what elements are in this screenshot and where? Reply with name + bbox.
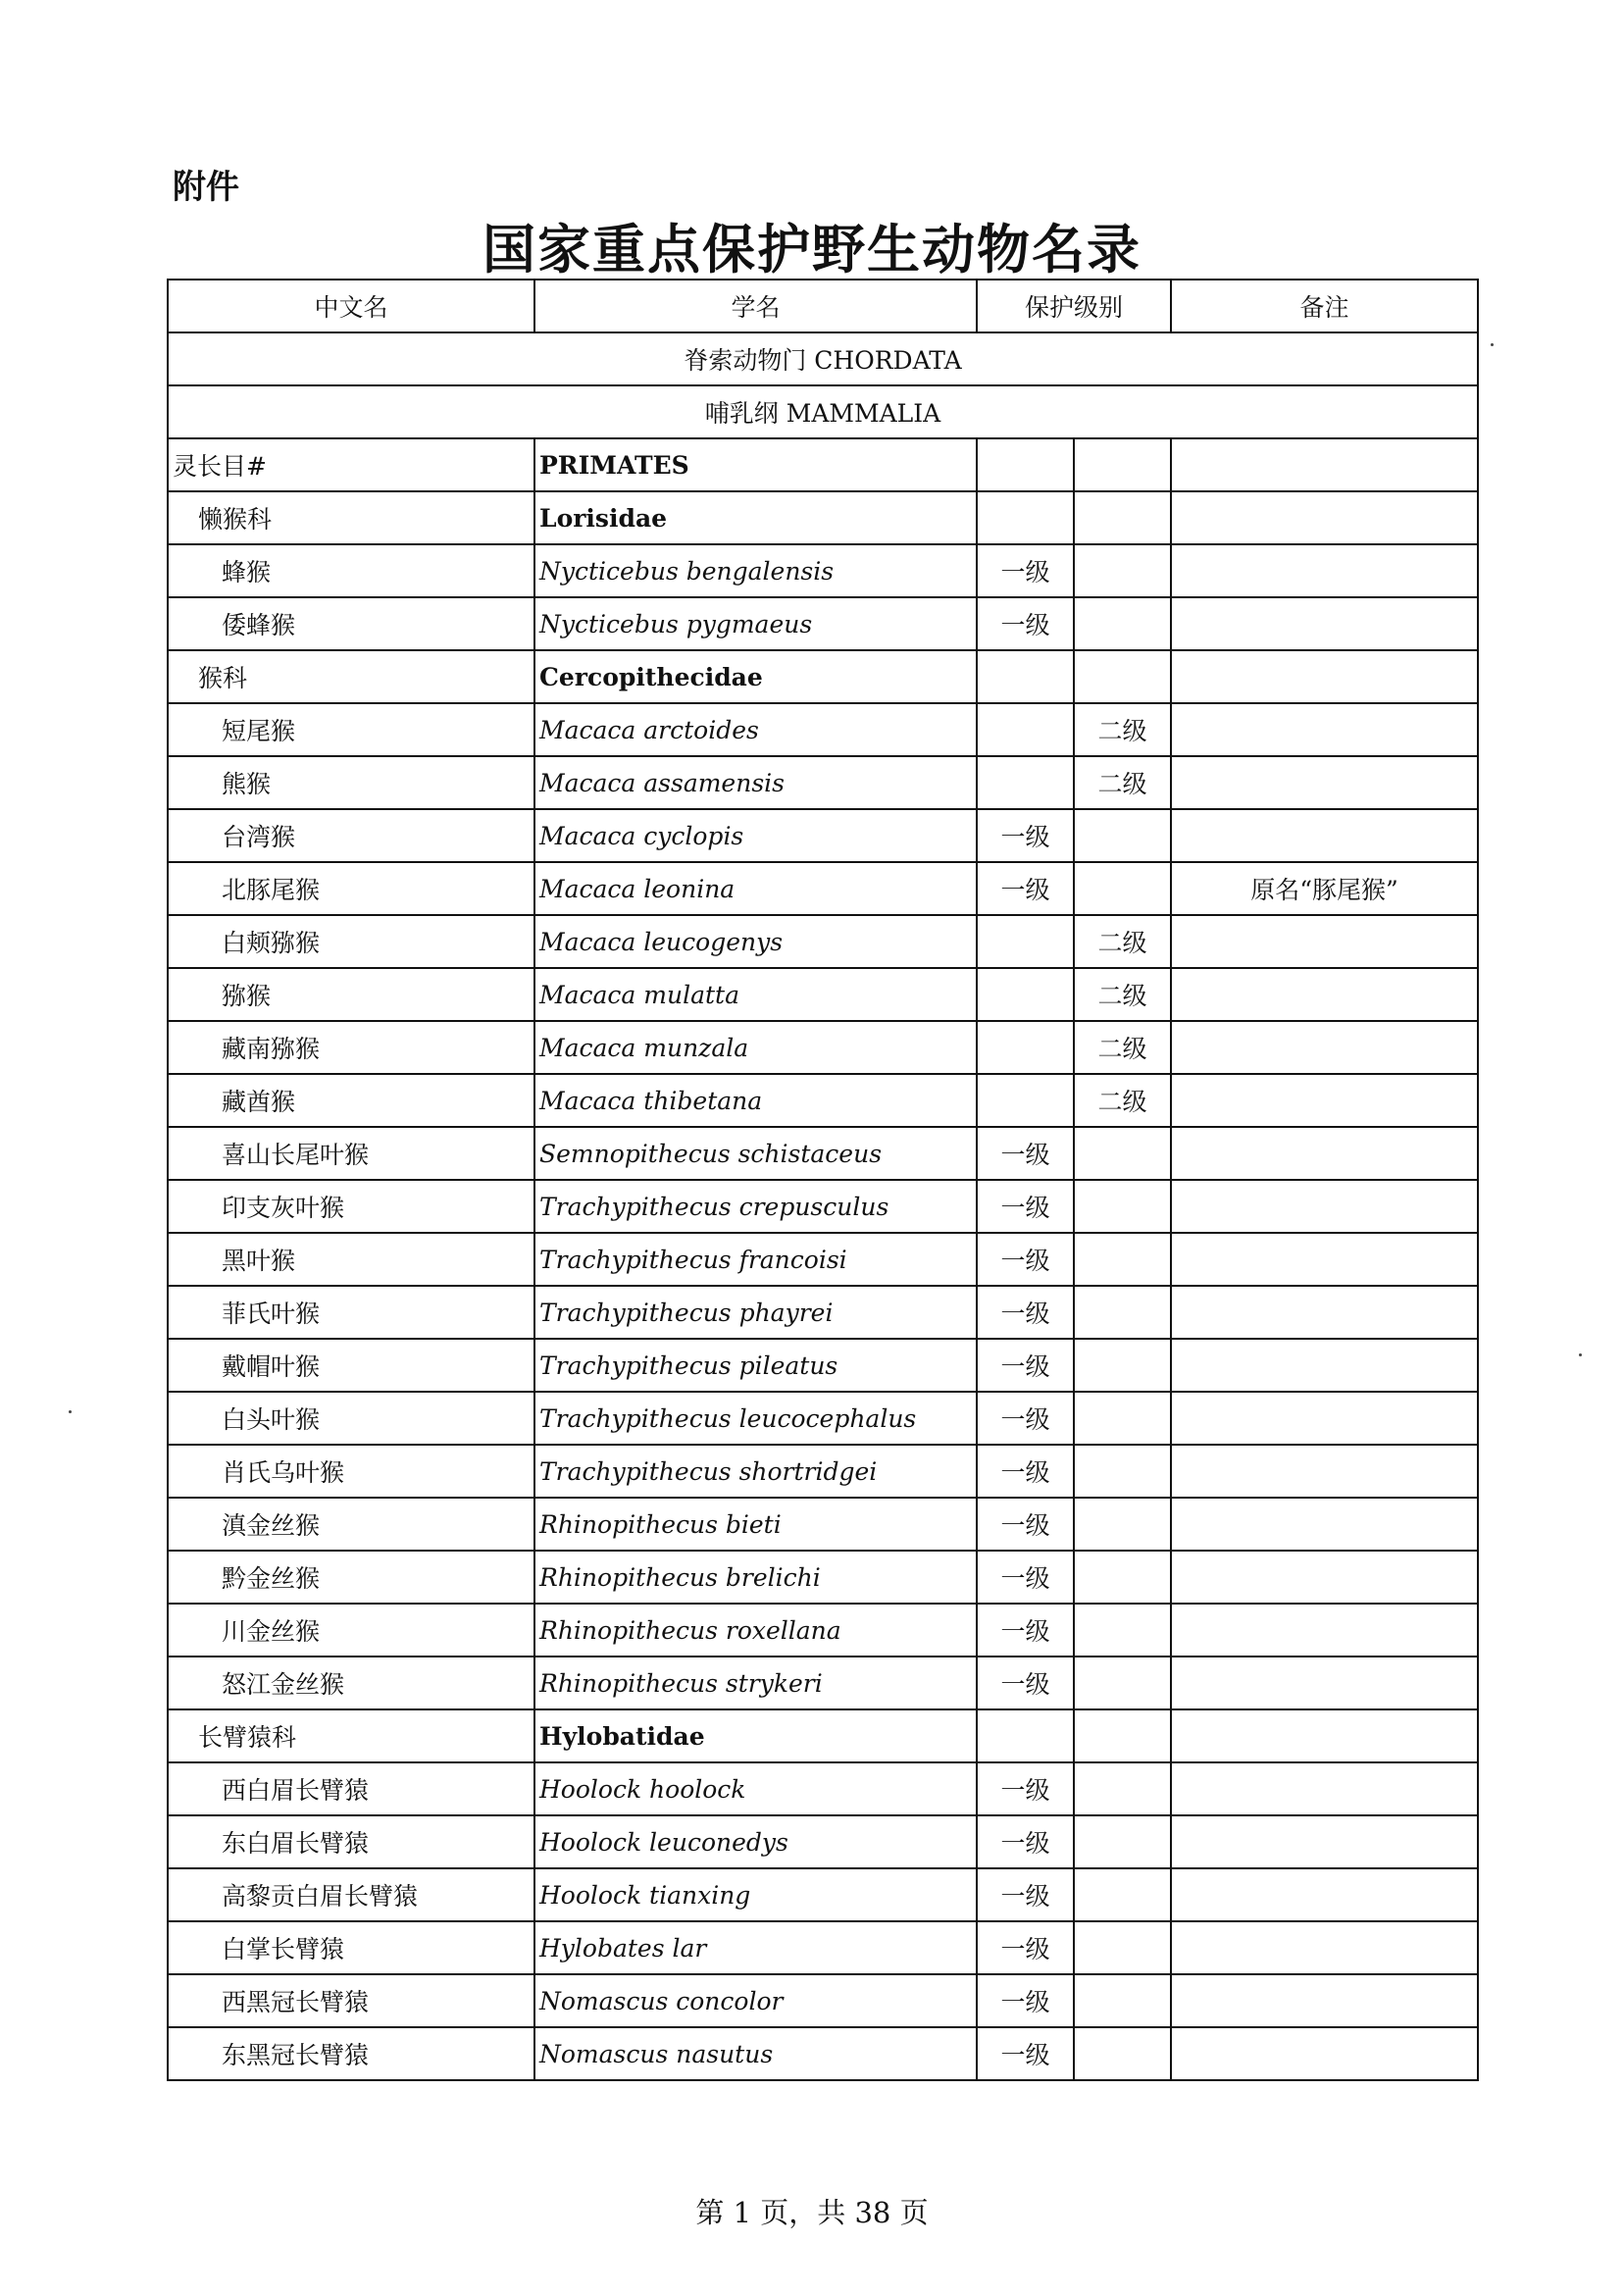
header-protection-level: 保护级别 xyxy=(977,280,1171,332)
table-row-species xyxy=(168,1657,1478,1709)
grade-one-cell: 一级 xyxy=(977,1445,1074,1498)
note-cell xyxy=(1171,1445,1478,1498)
scientific-name-cell: Trachypithecus shortridgei xyxy=(534,1445,977,1498)
phylum-label: 脊索动物门 CHORDATA xyxy=(168,332,1478,385)
table-row-species xyxy=(168,1921,1478,1974)
grade-one-cell: 一级 xyxy=(977,1339,1074,1392)
grade-two-cell xyxy=(1074,1127,1171,1180)
grade-one-cell: 一级 xyxy=(977,809,1074,862)
scientific-name-cell: Rhinopithecus roxellana xyxy=(534,1604,977,1657)
scientific-name-cell: Macaca thibetana xyxy=(534,1074,977,1127)
grade-one-cell: 一级 xyxy=(977,1974,1074,2027)
note-cell xyxy=(1171,438,1478,491)
scientific-name-cell: Hoolock hoolock xyxy=(534,1762,977,1815)
table-row-species xyxy=(168,1445,1478,1498)
grade-two-cell xyxy=(1074,1180,1171,1233)
note-cell xyxy=(1171,968,1478,1021)
scientific-name-cell: Trachypithecus leucocephalus xyxy=(534,1392,977,1445)
grade-one-cell: 一级 xyxy=(977,1762,1074,1815)
scan-speck xyxy=(1491,343,1494,346)
header-notes: 备注 xyxy=(1171,280,1478,332)
grade-one-cell: 一级 xyxy=(977,1868,1074,1921)
chinese-name-cell: 北豚尾猴 xyxy=(168,862,534,915)
page-number-footer: 第 1 页，共 38 页 xyxy=(695,2196,929,2229)
phylum-row xyxy=(168,332,1478,385)
table-header-row xyxy=(168,280,1478,332)
scan-speck xyxy=(1579,1353,1582,1356)
grade-two-cell xyxy=(1074,1709,1171,1762)
grade-two-cell xyxy=(1074,1498,1171,1551)
note-cell xyxy=(1171,1921,1478,1974)
table-row-species xyxy=(168,1286,1478,1339)
chinese-name-cell: 倭蜂猴 xyxy=(168,597,534,650)
grade-one-cell xyxy=(977,915,1074,968)
scientific-name-cell: Trachypithecus phayrei xyxy=(534,1286,977,1339)
note-cell xyxy=(1171,1498,1478,1551)
scientific-name-cell: Macaca cyclopis xyxy=(534,809,977,862)
note-cell xyxy=(1171,915,1478,968)
table-row-species xyxy=(168,703,1478,756)
table-row-species xyxy=(168,1127,1478,1180)
chinese-name-cell: 蜂猴 xyxy=(168,544,534,597)
scientific-name-cell: Rhinopithecus strykeri xyxy=(534,1657,977,1709)
grade-two-cell xyxy=(1074,438,1171,491)
chinese-name-cell: 懒猴科 xyxy=(168,491,534,544)
table-row-species xyxy=(168,1551,1478,1604)
grade-one-cell xyxy=(977,1709,1074,1762)
chinese-name-cell: 白掌长臂猿 xyxy=(168,1921,534,1974)
note-cell xyxy=(1171,597,1478,650)
scientific-name-cell: Macaca leonina xyxy=(534,862,977,915)
table-row-order xyxy=(168,438,1478,491)
scientific-name-cell: Nycticebus bengalensis xyxy=(534,544,977,597)
chinese-name-cell: 滇金丝猴 xyxy=(168,1498,534,1551)
note-cell xyxy=(1171,544,1478,597)
grade-one-cell xyxy=(977,703,1074,756)
chinese-name-cell: 西黑冠长臂猿 xyxy=(168,1974,534,2027)
grade-two-cell xyxy=(1074,1445,1171,1498)
note-cell xyxy=(1171,2027,1478,2080)
note-cell xyxy=(1171,1709,1478,1762)
note-cell xyxy=(1171,1021,1478,1074)
note-cell xyxy=(1171,1551,1478,1604)
class-label: 哺乳纲 MAMMALIA xyxy=(168,385,1478,438)
scientific-name-cell: Nomascus concolor xyxy=(534,1974,977,2027)
grade-two-cell xyxy=(1074,1762,1171,1815)
chinese-name-cell: 猴科 xyxy=(168,650,534,703)
chinese-name-cell: 黔金丝猴 xyxy=(168,1551,534,1604)
scientific-name-cell: Semnopithecus schistaceus xyxy=(534,1127,977,1180)
chinese-name-cell: 熊猴 xyxy=(168,756,534,809)
class-row xyxy=(168,385,1478,438)
note-cell: 原名“豚尾猴” xyxy=(1171,862,1478,915)
grade-one-cell: 一级 xyxy=(977,1498,1074,1551)
chinese-name-cell: 东白眉长臂猿 xyxy=(168,1815,534,1868)
scientific-name-cell: Trachypithecus pileatus xyxy=(534,1339,977,1392)
chinese-name-cell: 川金丝猴 xyxy=(168,1604,534,1657)
table-row-species xyxy=(168,1498,1478,1551)
chinese-name-cell: 西白眉长臂猿 xyxy=(168,1762,534,1815)
table-row-species xyxy=(168,1604,1478,1657)
table-row-family xyxy=(168,1709,1478,1762)
grade-one-cell: 一级 xyxy=(977,1233,1074,1286)
grade-one-cell: 一级 xyxy=(977,1392,1074,1445)
grade-two-cell xyxy=(1074,2027,1171,2080)
grade-one-cell: 一级 xyxy=(977,1127,1074,1180)
note-cell xyxy=(1171,703,1478,756)
scientific-name-cell: Trachypithecus crepusculus xyxy=(534,1180,977,1233)
scientific-name-cell: Hylobatidae xyxy=(534,1709,977,1762)
grade-one-cell xyxy=(977,438,1074,491)
grade-two-cell: 二级 xyxy=(1074,1074,1171,1127)
grade-two-cell xyxy=(1074,1233,1171,1286)
scientific-name-cell: Lorisidae xyxy=(534,491,977,544)
grade-one-cell xyxy=(977,491,1074,544)
scientific-name-cell: Macaca assamensis xyxy=(534,756,977,809)
grade-two-cell xyxy=(1074,1551,1171,1604)
header-chinese-name: 中文名 xyxy=(168,280,534,332)
grade-two-cell xyxy=(1074,1657,1171,1709)
chinese-name-cell: 长臂猿科 xyxy=(168,1709,534,1762)
note-cell xyxy=(1171,756,1478,809)
page-title: 国家重点保护野生动物名录 xyxy=(482,218,1142,280)
chinese-name-cell: 印支灰叶猴 xyxy=(168,1180,534,1233)
note-cell xyxy=(1171,1127,1478,1180)
grade-two-cell xyxy=(1074,1339,1171,1392)
grade-one-cell: 一级 xyxy=(977,1657,1074,1709)
chinese-name-cell: 短尾猴 xyxy=(168,703,534,756)
table-row-species xyxy=(168,1392,1478,1445)
table-row-species xyxy=(168,862,1478,915)
chinese-name-cell: 白颊猕猴 xyxy=(168,915,534,968)
scientific-name-cell: Hoolock leuconedys xyxy=(534,1815,977,1868)
note-cell xyxy=(1171,1974,1478,2027)
species-table xyxy=(167,279,1479,2081)
chinese-name-cell: 白头叶猴 xyxy=(168,1392,534,1445)
table-row-species xyxy=(168,1815,1478,1868)
scientific-name-cell: Macaca leucogenys xyxy=(534,915,977,968)
grade-two-cell: 二级 xyxy=(1074,968,1171,1021)
grade-two-cell xyxy=(1074,650,1171,703)
grade-two-cell xyxy=(1074,1815,1171,1868)
note-cell xyxy=(1171,1286,1478,1339)
grade-one-cell: 一级 xyxy=(977,597,1074,650)
note-cell xyxy=(1171,1657,1478,1709)
grade-one-cell xyxy=(977,968,1074,1021)
table-row-species xyxy=(168,2027,1478,2080)
scientific-name-cell: Rhinopithecus bieti xyxy=(534,1498,977,1551)
scientific-name-cell: Nomascus nasutus xyxy=(534,2027,977,2080)
scientific-name-cell: Hoolock tianxing xyxy=(534,1868,977,1921)
grade-one-cell xyxy=(977,650,1074,703)
grade-two-cell xyxy=(1074,1392,1171,1445)
table-row-species xyxy=(168,1974,1478,2027)
scientific-name-cell: Cercopithecidae xyxy=(534,650,977,703)
note-cell xyxy=(1171,491,1478,544)
chinese-name-cell: 喜山长尾叶猴 xyxy=(168,1127,534,1180)
grade-one-cell: 一级 xyxy=(977,862,1074,915)
chinese-name-cell: 藏酋猴 xyxy=(168,1074,534,1127)
grade-one-cell xyxy=(977,1021,1074,1074)
grade-two-cell xyxy=(1074,491,1171,544)
note-cell xyxy=(1171,1392,1478,1445)
grade-one-cell xyxy=(977,1074,1074,1127)
table-row-species xyxy=(168,1180,1478,1233)
note-cell xyxy=(1171,809,1478,862)
grade-one-cell: 一级 xyxy=(977,1551,1074,1604)
table-row-species xyxy=(168,597,1478,650)
grade-one-cell: 一级 xyxy=(977,1921,1074,1974)
table-row-family xyxy=(168,491,1478,544)
header-scientific-name: 学名 xyxy=(534,280,977,332)
note-cell xyxy=(1171,1868,1478,1921)
grade-two-cell: 二级 xyxy=(1074,703,1171,756)
chinese-name-cell: 台湾猴 xyxy=(168,809,534,862)
grade-two-cell: 二级 xyxy=(1074,1021,1171,1074)
grade-two-cell xyxy=(1074,597,1171,650)
chinese-name-cell: 藏南猕猴 xyxy=(168,1021,534,1074)
scientific-name-cell: Nycticebus pygmaeus xyxy=(534,597,977,650)
note-cell xyxy=(1171,1074,1478,1127)
grade-two-cell xyxy=(1074,1286,1171,1339)
grade-one-cell xyxy=(977,756,1074,809)
chinese-name-cell: 怒江金丝猴 xyxy=(168,1657,534,1709)
chinese-name-cell: 肖氏乌叶猴 xyxy=(168,1445,534,1498)
grade-one-cell: 一级 xyxy=(977,2027,1074,2080)
note-cell xyxy=(1171,1604,1478,1657)
chinese-name-cell: 菲氏叶猴 xyxy=(168,1286,534,1339)
scientific-name-cell: Rhinopithecus brelichi xyxy=(534,1551,977,1604)
scientific-name-cell: Macaca arctoides xyxy=(534,703,977,756)
scientific-name-cell: Hylobates lar xyxy=(534,1921,977,1974)
chinese-name-cell: 戴帽叶猴 xyxy=(168,1339,534,1392)
scientific-name-cell: Macaca munzala xyxy=(534,1021,977,1074)
grade-two-cell xyxy=(1074,1921,1171,1974)
scientific-name-cell: PRIMATES xyxy=(534,438,977,491)
table-row-species xyxy=(168,544,1478,597)
grade-one-cell: 一级 xyxy=(977,1815,1074,1868)
note-cell xyxy=(1171,650,1478,703)
chinese-name-cell: 高黎贡白眉长臂猿 xyxy=(168,1868,534,1921)
grade-one-cell: 一级 xyxy=(977,1286,1074,1339)
grade-one-cell: 一级 xyxy=(977,1180,1074,1233)
grade-two-cell xyxy=(1074,544,1171,597)
scientific-name-cell: Trachypithecus francoisi xyxy=(534,1233,977,1286)
note-cell xyxy=(1171,1339,1478,1392)
grade-two-cell: 二级 xyxy=(1074,915,1171,968)
chinese-name-cell: 灵长目# xyxy=(168,438,534,491)
table-row-species xyxy=(168,1021,1478,1074)
note-cell xyxy=(1171,1233,1478,1286)
table-row-species xyxy=(168,1074,1478,1127)
grade-one-cell: 一级 xyxy=(977,544,1074,597)
grade-two-cell xyxy=(1074,862,1171,915)
note-cell xyxy=(1171,1762,1478,1815)
grade-two-cell xyxy=(1074,809,1171,862)
grade-two-cell xyxy=(1074,1974,1171,2027)
grade-two-cell xyxy=(1074,1868,1171,1921)
attachment-label: 附件 xyxy=(173,168,239,207)
table-row-species xyxy=(168,915,1478,968)
table-row-species xyxy=(168,1339,1478,1392)
note-cell xyxy=(1171,1180,1478,1233)
note-cell xyxy=(1171,1815,1478,1868)
table-row-family xyxy=(168,650,1478,703)
grade-two-cell xyxy=(1074,1604,1171,1657)
chinese-name-cell: 东黑冠长臂猿 xyxy=(168,2027,534,2080)
grade-two-cell: 二级 xyxy=(1074,756,1171,809)
table-row-species xyxy=(168,1868,1478,1921)
table-row-species xyxy=(168,968,1478,1021)
chinese-name-cell: 猕猴 xyxy=(168,968,534,1021)
table-row-species xyxy=(168,1762,1478,1815)
table-row-species xyxy=(168,756,1478,809)
chinese-name-cell: 黑叶猴 xyxy=(168,1233,534,1286)
grade-one-cell: 一级 xyxy=(977,1604,1074,1657)
table-row-species xyxy=(168,1233,1478,1286)
scientific-name-cell: Macaca mulatta xyxy=(534,968,977,1021)
table-row-species xyxy=(168,809,1478,862)
scan-speck xyxy=(69,1410,72,1413)
